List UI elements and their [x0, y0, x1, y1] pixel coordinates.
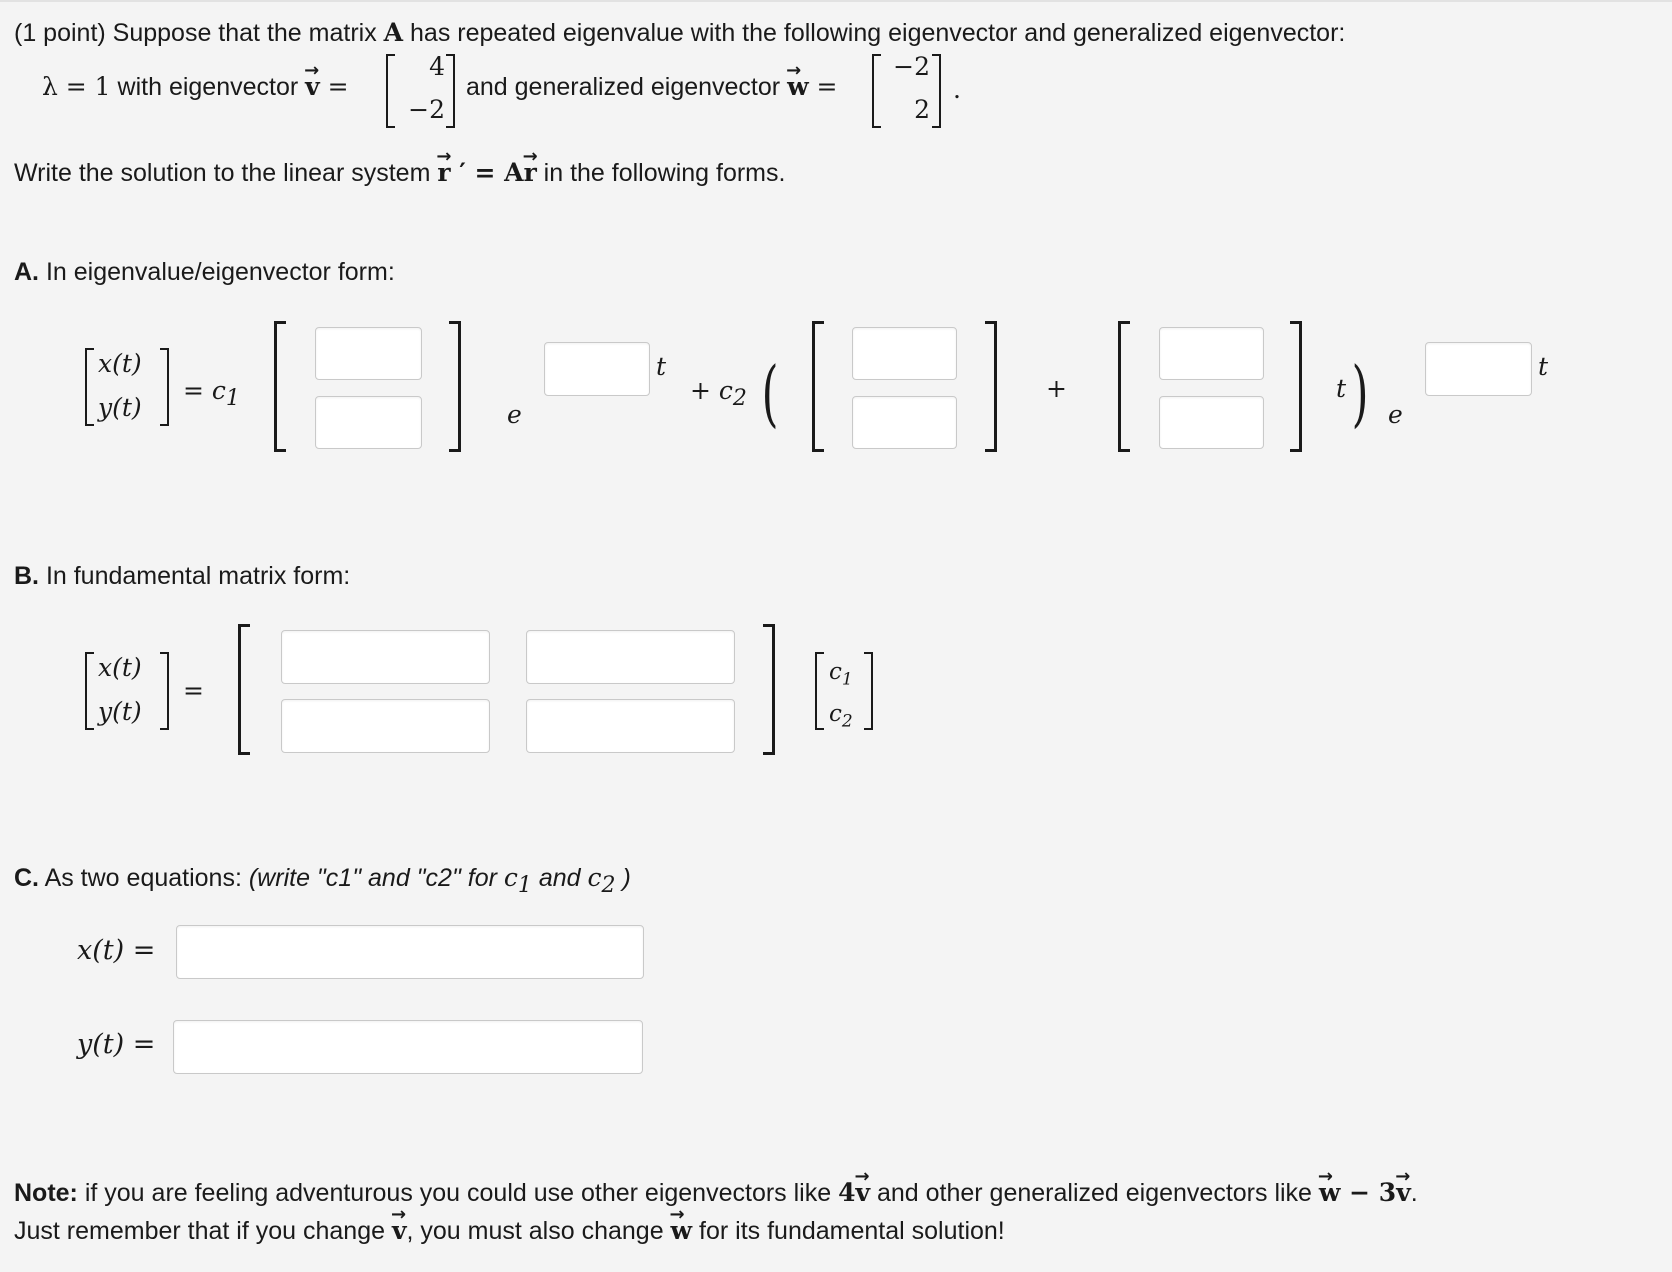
part-c-hint-and: and: [531, 864, 588, 892]
a-vec1-top-input[interactable]: [315, 327, 422, 380]
generalized-line: [466, 72, 838, 102]
a-c2-sub: 2: [732, 386, 747, 411]
r-symbol-2: → r: [524, 158, 537, 188]
part-b-heading: [14, 561, 350, 591]
a-vec2-bracket-left: [812, 321, 824, 452]
matrix-symbol: A: [383, 18, 404, 47]
a-vec2-bottom-input[interactable]: [852, 396, 957, 449]
v-entry-2: −2: [408, 95, 445, 124]
a-vec1-bottom-input[interactable]: [315, 396, 422, 449]
b-c-bracket-right: [864, 652, 873, 730]
w-bracket-right: [932, 54, 941, 128]
a-exp1-input[interactable]: [544, 342, 650, 396]
v-symbol: → v: [305, 72, 320, 102]
part-b-label: B.: [14, 562, 39, 590]
a-open-paren: (: [761, 351, 779, 435]
note-w-1: → w: [1319, 1178, 1341, 1208]
note-line2-c: for its fundamental solution!: [692, 1217, 1005, 1245]
b-c1: [829, 657, 853, 695]
part-c-hint-c1: c: [503, 863, 518, 892]
b-c1-sub: 1: [841, 669, 853, 690]
note-label: Note:: [14, 1179, 78, 1207]
part-c-hint-c2: c: [587, 863, 602, 892]
note-line1-end: .: [1410, 1179, 1418, 1207]
a-vec2-top-input[interactable]: [852, 327, 957, 380]
v-bracket-left: [386, 54, 395, 128]
intro-end-text: has repeated eigenvalue with the following eigenvector and generalized eigenvector:: [403, 19, 1346, 47]
b-x-of-t: x(t): [98, 653, 142, 682]
a-plus-c2-text: + c: [690, 376, 733, 405]
a-c1-sub: 1: [225, 386, 240, 411]
part-c-hint-sub2: 2: [601, 873, 616, 898]
c-y-equation-input[interactable]: [173, 1020, 643, 1074]
r-symbol: → r: [437, 158, 450, 188]
c-y-label: y(t) =: [77, 1029, 156, 1060]
with-eigenvector-text: with eigenvector: [110, 73, 306, 101]
note-line1-a: if you are feeling adventurous you could use other eigenvectors like: [77, 1179, 839, 1207]
b-matrix-r1c2-input[interactable]: [526, 630, 735, 684]
b-matrix-bracket-right: [763, 624, 775, 755]
w-entry-2: 2: [914, 95, 930, 124]
part-a-label: A.: [14, 258, 39, 286]
a-xy-bracket-left: [85, 348, 94, 426]
c-x-label: x(t) =: [77, 935, 156, 966]
a-vec1-bracket-right: [449, 321, 461, 452]
b-equals: =: [183, 676, 204, 705]
a-vec1-bracket-left: [274, 321, 286, 452]
a-t-3: t: [1538, 352, 1549, 381]
and-generalized-text: and generalized eigenvector: [466, 73, 788, 101]
b-matrix-r2c1-input[interactable]: [281, 699, 490, 753]
part-a-heading: [14, 257, 395, 287]
note-line2-b: , you must also change: [406, 1217, 671, 1245]
a-vec3-bracket-left: [1118, 321, 1130, 452]
a-vec2-bracket-right: [985, 321, 997, 452]
part-a-text: In eigenvalue/eigenvector form:: [39, 258, 395, 286]
system-text-1: Write the solution to the linear system: [14, 159, 438, 187]
a-eq-c1: [183, 376, 240, 414]
note-v-1: → v: [855, 1178, 870, 1208]
system-line: [14, 158, 785, 188]
part-c-hint: (write "c1" and "c2" for: [248, 864, 504, 892]
period: .: [953, 75, 961, 104]
b-y-of-t: y(t): [98, 697, 142, 726]
system-text-2: in the following forms.: [536, 159, 786, 187]
b-c1-letter: c: [829, 659, 842, 685]
b-matrix-bracket-left: [238, 624, 250, 755]
b-c2-sub: 2: [841, 711, 853, 732]
part-c-heading: [14, 863, 631, 901]
part-c-label: C.: [14, 864, 39, 892]
part-c-hint-sub1: 1: [517, 873, 532, 898]
problem-intro: [14, 18, 1345, 48]
a-y-of-t: y(t): [98, 393, 142, 422]
note-v-3: → v: [392, 1216, 407, 1246]
b-xy-bracket-left: [85, 652, 94, 730]
eigen-line: [42, 72, 349, 102]
c-x-equation-input[interactable]: [176, 925, 644, 979]
note-line-1: [14, 1178, 1418, 1208]
part-c-text: As two equations:: [39, 864, 249, 892]
note-four: 4: [838, 1178, 856, 1207]
lambda-equation: λ = 1: [42, 72, 111, 101]
a-eq-c1-text: = c: [183, 376, 226, 405]
note-line-2: [14, 1216, 1005, 1246]
a-t-1: t: [656, 352, 667, 381]
a-e-2: e: [1388, 400, 1403, 429]
a-vec3-bracket-right: [1290, 321, 1302, 452]
note-line1-b: and other generalized eigenvectors like: [870, 1179, 1319, 1207]
a-xy-bracket-right: [160, 348, 169, 426]
b-matrix-r1c1-input[interactable]: [281, 630, 490, 684]
a-x-of-t: x(t): [98, 349, 142, 378]
a-close-paren: ): [1351, 351, 1369, 435]
prime-equation: ′ = A: [450, 158, 524, 187]
part-b-text: In fundamental matrix form:: [39, 562, 351, 590]
a-plus-c2: [690, 376, 747, 414]
b-c2-letter: c: [829, 701, 842, 727]
equals-sign-2: =: [808, 72, 838, 101]
a-vec3-top-input[interactable]: [1159, 327, 1264, 380]
a-exp2-input[interactable]: [1425, 342, 1532, 396]
a-plus: +: [1046, 374, 1067, 403]
equals-sign: =: [319, 72, 349, 101]
a-vec3-bottom-input[interactable]: [1159, 396, 1264, 449]
a-t-2: t: [1336, 374, 1347, 403]
b-c2: [829, 699, 853, 737]
intro-text: (1 point) Suppose that the matrix: [14, 19, 384, 47]
b-xy-bracket-right: [160, 652, 169, 730]
part-c-hint-end: ): [615, 864, 631, 892]
a-e-1: e: [507, 400, 522, 429]
note-w-2: → w: [671, 1216, 693, 1246]
w-symbol: → w: [787, 72, 809, 102]
b-matrix-r2c2-input[interactable]: [526, 699, 735, 753]
note-minus-3: − 3: [1340, 1178, 1397, 1207]
note-line2-a: Just remember that if you change: [14, 1217, 392, 1245]
w-entry-1: −2: [893, 52, 930, 81]
b-c-bracket-left: [815, 652, 824, 730]
note-v-2: → v: [1396, 1178, 1411, 1208]
top-divider: [0, 0, 1672, 2]
v-entry-1: 4: [429, 52, 445, 81]
v-bracket-right: [446, 54, 455, 128]
